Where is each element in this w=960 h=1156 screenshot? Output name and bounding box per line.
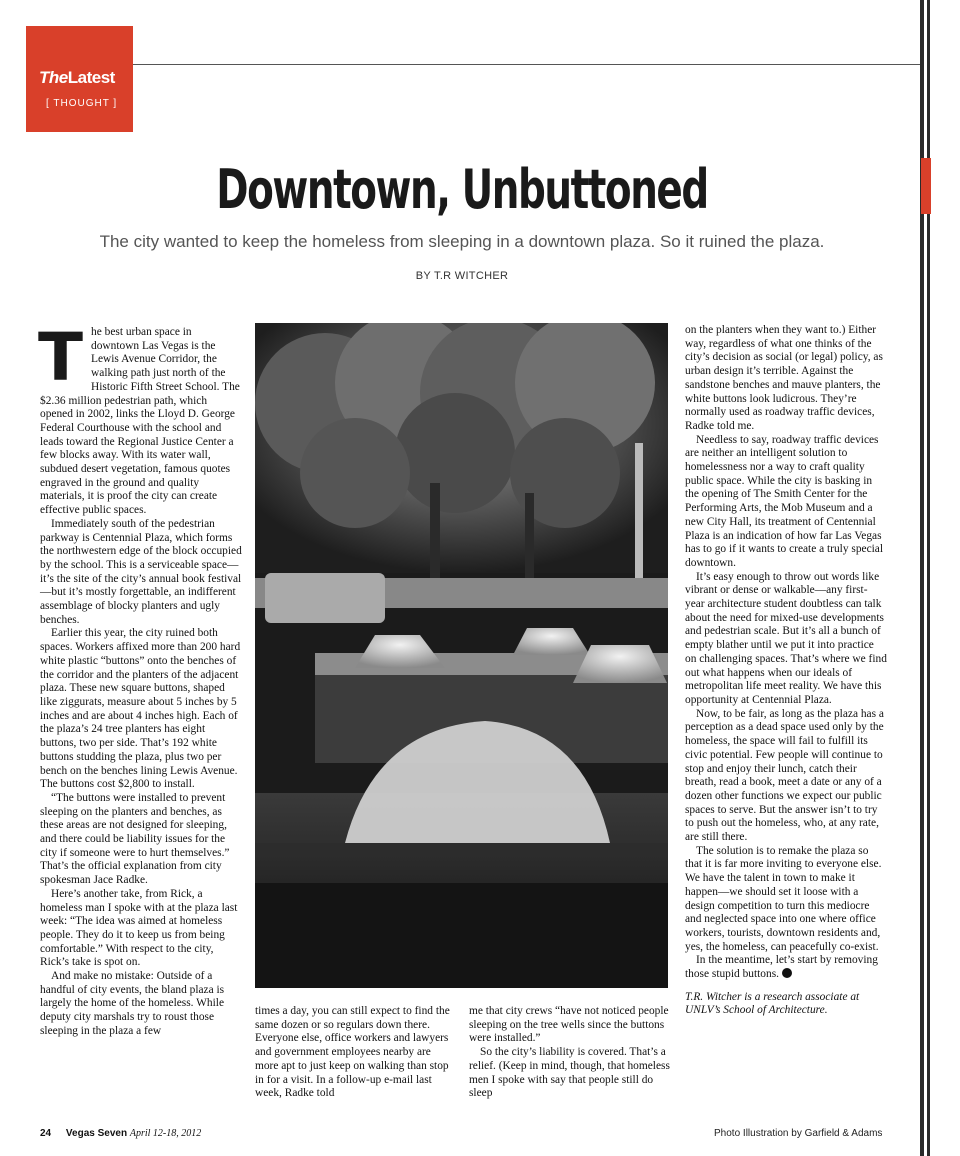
paragraph: times a day, you can still expect to find the same dozen or so regulars down there. Everyone else, office workers and lawyers and government employees nearby are more apt to just keep on walking than stop in for a visit. In a follow-up e-mail last week, Radke told [255, 1005, 450, 1100]
byline: BY T.R WITCHER [415, 270, 509, 282]
body-column-4 [685, 324, 887, 1018]
end-mark-icon [782, 968, 792, 978]
paragraph: Needless to say, roadway traffic devices are neither an intelligent solution to homelessness nor a way to craft quality public space. While the city is basking in the opening of The Smith Center for the Performing Arts, the Mob Museum and a new City Hall, its treatment of Centennial Plaza is an indication of how far Las Vegas has to go if it wants to create a truly special downtown. [685, 433, 884, 569]
paragraph: The best urban space in downtown Las Vegas is the Lewis Avenue Corridor, the walking path just north of the Historic Fifth Street School. The $2.36 million pedestrian path, which opened in 2002, links the Lloyd D. George Federal Courthouse with the school and leads toward the Regional Justice Center a few blocks away. With its water wall, subdued desert vegetation, famous quotes engraved in the ground and quality materials, it is proof the city can create effective public spaces. [38, 319, 240, 517]
body-column-3 [469, 1005, 671, 1101]
paragraph: So the city’s liability is covered. That’s a relief. (Keep in mind, though, that homeless men I spoke with say that people still do sleep [469, 1046, 670, 1100]
section-label: [ THOUGHT ] [46, 98, 118, 109]
paragraph: The solution is to remake the plaza so that it is far more inviting to everyone else. We have the talent in town to make it happen—we should set it loose with a design competition to turn this mediocre and neglected space into one where office workers, tourists, downtown residents and, yes, the homeless, can peacefully co-exist. [685, 844, 882, 953]
body-column-1 [38, 319, 242, 1039]
photo-credit: Photo Illustration by Garfield & Adams [714, 1128, 883, 1139]
magazine-name: Vegas Seven [65, 1128, 128, 1139]
paragraph: on the planters when they want to.) Either way, regardless of what one thinks of the city’s decision as social (or legal) policy, as urban design it’s terrible. Against the sandstone benches and mauve planters, the white buttons look ludicrous. They’re normally used as roadway traffic devices, Radke told me. [685, 324, 883, 432]
paragraph: And make no mistake: Outside of a handful of city events, the bland plaza is largely the home of the homeless. While deputy city marshals try to roust those sleeping in the plaza a few [40, 970, 225, 1037]
paragraph: Earlier this year, the city ruined both spaces. Workers affixed more than 200 hard white plastic “buttons” onto the benches of the corridor and the planters of the adjacent plaza. These new square buttons, shaped like ziggurats, measure about 5 inches by 5 inches and are about 4 inches high. Each of the plaza’s 24 tree planters has eight buttons, two per side. That’s 192 white buttons studding the plaza, plus two per bench on the benches lining Lewis Avenue. The buttons cost $2,800 to install. [40, 627, 241, 791]
edge-accent-tab [921, 158, 931, 214]
plaza-photo-illustration [255, 323, 668, 988]
header-rule [133, 64, 920, 65]
paragraph: Immediately south of the pedestrian parkway is Centennial Plaza, which forms the northwestern edge of the block occupied by the school. This is a serviceable space—it’s the site of the city’s annual book festival—but it’s mostly forgettable, an indifferent assemblage of blocky planters and ugly benches. [40, 517, 242, 626]
section-badge [26, 26, 133, 132]
paragraph: It’s easy enough to throw out words like vibrant or dense or walkable—any first-year architecture student doubtless can talk about the need for mixed-use developments and pedestrian scale. But it’s all a bunch of empty blather until we put it into practice on challenging spaces. That’s where we find out what happens when our ideals of metropolitan life meet reality. We have this opportunity at Centennial Plaza. [685, 570, 887, 706]
plaza-photo [255, 323, 668, 988]
author-credit: T.R. Witcher is a research associate at UNLV’s School of Architecture. [685, 990, 860, 1017]
paragraph: “The buttons were installed to prevent sleeping on the planters and benches, as these areas are not designed for sleeping, and there could be liability issues for the city if someone were to hurt themselves.” That’s the official explanation from city spokesman Jace Radke. [40, 791, 230, 887]
body-column-2 [255, 1005, 457, 1101]
headline: Downtown, Unbuttoned [216, 158, 708, 221]
paragraph: In the meantime, let’s start by removing those stupid buttons. [685, 954, 878, 981]
paragraph: Now, to be fair, as long as the plaza has a perception as a dead space used only by the homeless, the space will fail to fulfill its civic potential. Few people will continue to stop and enjoy their lunch, catch their breath, read a book, meet a date or any of a dozen other functions we expect our public spaces to serve. But the answer isn’t to try to push out the homeless, who, at any rate, are still there. [685, 707, 884, 844]
page-footer [40, 1128, 201, 1139]
dek: The city wanted to keep the homeless from sleeping in a downtown plaza. So it ruined the plaza. [99, 232, 825, 251]
issue-date: April 12-18, 2012 [129, 1128, 202, 1139]
paragraph: Here’s another take, from Rick, a homeless man I spoke with at the plaza last week: “The idea was aimed at homeless people. They do it to keep us from being comfortable.” With respect to the city, Rick’s take is spot on. [40, 887, 238, 969]
paragraph: me that city crews “have not noticed people sleeping on the tree wells since the buttons were installed.” [469, 1005, 669, 1045]
section-brand: TheLatest [39, 68, 115, 87]
drop-cap: T [38, 319, 84, 396]
page-number: 24 [40, 1128, 52, 1139]
